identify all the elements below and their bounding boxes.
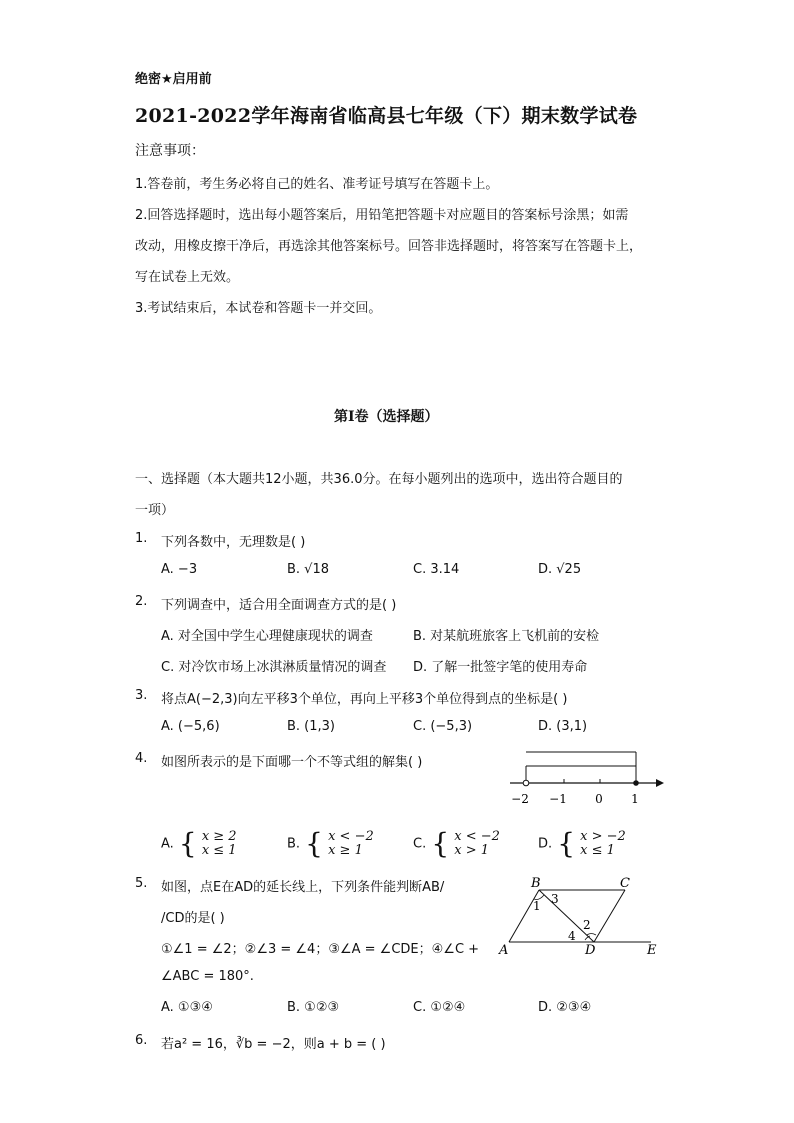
secret-label: 绝密★启用前 [135, 72, 212, 87]
exam-title: 2021-2022学年海南省临高县七年级（下）期末数学试卷 [135, 105, 638, 127]
brace-icon: { [557, 827, 576, 860]
notice-item-1: 1.答卷前，考生务必将自己的姓名、准考证号填写在答题卡上。 [135, 177, 499, 192]
question-number: 6. [135, 1033, 148, 1048]
tick-label: 1 [631, 792, 639, 806]
question-stem-line-1: 如图，点E在AD的延长线上，下列条件能判断AB/ [161, 880, 445, 895]
question-stem: 若a² = 16，∛b = −2，则a + b = ( ) [161, 1037, 386, 1052]
option-d: D. { x > −2 x ≤ 1 [538, 827, 626, 860]
option-a: A. −3 [161, 562, 198, 577]
notice-item-2-line-1: 2.回答选择题时，选出每小题答案后，用铅笔把答题卡对应题目的答案标号涂黑；如需 [135, 208, 629, 223]
section-title: 第I卷（选择题） [334, 409, 439, 425]
option-c: C. 3.14 [413, 562, 460, 577]
option-d: D. √25 [538, 562, 582, 577]
question-stem-line-2: /CD的是( ) [161, 911, 225, 926]
option-c: C. (−5,3) [413, 719, 473, 734]
angle-label: 4 [568, 929, 576, 943]
brace-icon: { [305, 827, 323, 860]
point-label: E [647, 943, 657, 958]
notice-item-2-line-2: 改动，用橡皮擦干净后，再选涂其他答案标号。回答非选择题时，将答案写在答题卡上， [135, 239, 643, 254]
question-stem: 下列各数中，无理数是( ) [161, 535, 306, 550]
option-c: C. ①②④ [413, 1000, 466, 1015]
angle-label: 1 [533, 899, 541, 913]
question-number: 5. [135, 876, 148, 891]
point-label: C [620, 876, 630, 891]
option-b: B. 对某航班旅客上飞机前的安检 [413, 629, 600, 644]
question-number: 1. [135, 531, 148, 546]
notice-item-3: 3.考试结束后，本试卷和答题卡一并交回。 [135, 301, 382, 316]
angle-label: 2 [583, 918, 591, 932]
option-d: D. ②③④ [538, 1000, 592, 1015]
tick-label: 0 [595, 792, 603, 806]
geometry-figure [495, 874, 665, 960]
tick-label: −2 [511, 792, 529, 806]
condition-line-2: ∠ABC = 180°. [161, 969, 254, 984]
option-a: A. ①③④ [161, 1000, 213, 1015]
option-d: D. 了解一批签字笔的使用寿命 [413, 660, 588, 675]
question-number: 3. [135, 688, 148, 703]
number-line-figure [500, 748, 665, 810]
number-line-arrow [656, 779, 664, 787]
point-label: D [585, 943, 596, 958]
option-b: B. { x < −2 x ≥ 1 [287, 827, 374, 860]
option-a: A. { x ≥ 2 x ≤ 1 [161, 827, 237, 860]
question-stem: 如图所表示的是下面哪一个不等式组的解集( ) [161, 755, 423, 770]
option-d: D. (3,1) [538, 719, 588, 734]
tick-label: −1 [549, 792, 567, 806]
section-intro-line-2: 一项） [135, 503, 175, 518]
option-c: C. 对冷饮市场上冰淇淋质量情况的调查 [161, 660, 387, 675]
question-number: 4. [135, 751, 148, 766]
brace-icon: { [178, 827, 197, 860]
option-b: B. ①②③ [287, 1000, 340, 1015]
notice-heading: 注意事项： [135, 143, 205, 159]
question-number: 2. [135, 594, 148, 609]
option-b: B. √18 [287, 562, 330, 577]
brace-icon: { [431, 827, 450, 860]
point-label: B [531, 876, 541, 891]
point-label: A [499, 943, 509, 958]
notice-item-2-line-3: 写在试卷上无效。 [135, 270, 240, 285]
question-stem: 将点A(−2,3)向左平移3个单位，再向上平移3个单位得到点的坐标是( ) [161, 692, 568, 707]
option-c: C. { x < −2 x > 1 [413, 827, 500, 860]
open-dot [523, 780, 529, 786]
closed-dot [633, 780, 639, 786]
section-intro-line-1: 一、选择题（本大题共12小题，共36.0分。在每小题列出的选项中，选出符合题目的 [135, 472, 623, 487]
option-b: B. (1,3) [287, 719, 336, 734]
option-a: A. 对全国中学生心理健康现状的调查 [161, 629, 373, 644]
condition-line-1: ①∠1 = ∠2；②∠3 = ∠4；③∠A = ∠CDE；④∠C + [161, 942, 480, 957]
option-a: A. (−5,6) [161, 719, 220, 734]
angle-label: 3 [551, 892, 559, 906]
question-stem: 下列调查中，适合用全面调查方式的是( ) [161, 598, 397, 613]
